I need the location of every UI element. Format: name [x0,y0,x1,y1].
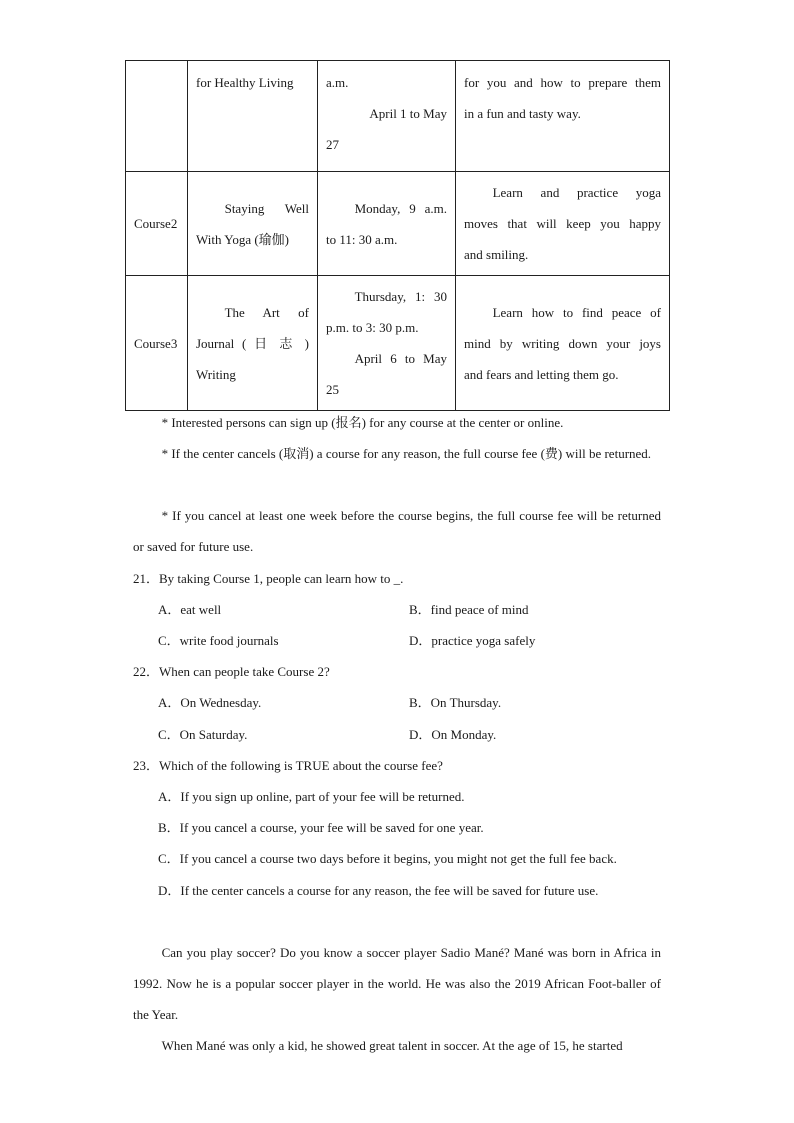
answer-option[interactable]: C．write food journals [158,633,279,648]
answer-option[interactable]: A．On Wednesday. [158,695,262,710]
answer-option[interactable]: A．If you sign up online, part of your fee will be returned. [158,789,465,804]
course-name-line: Writing [196,366,236,382]
answer-option[interactable]: B．find peace of mind [409,602,529,617]
course-desc-line: in a fun and tasty way. [464,106,581,121]
answer-option[interactable]: B．On Thursday. [409,695,502,710]
answer-option[interactable]: A．eat well [158,602,222,617]
course-desc-line: Learn how to find peace of [492,304,661,320]
question-stem: 23．Which of the following is TRUE about the course fee? [133,758,443,773]
course-time-cell [318,276,456,411]
course-cell: Course3 [126,276,188,411]
question-stem: 21．By taking Course 1, people can learn how to _. [133,571,404,586]
course-desc-cell [456,172,670,276]
passage-paragraph: When Mané was only a kid, he showed great talent in soccer. At the age of 15, he started [161,1038,623,1053]
note-paragraph: * Interested persons can sign up (报名) for any course at the center or online. [161,415,564,430]
table-row [126,172,670,276]
course-time-line: Monday, 9 a.m. [354,200,447,216]
course-time-line: April 6 to May [354,351,447,366]
course-name-cell [188,276,318,411]
course-time-line: April 1 to May [369,106,447,121]
table-row [126,276,670,411]
course-desc-cell [456,61,670,172]
course-desc-line: and fears and letting them go. [464,366,619,382]
course-cell: Course2 [126,172,188,276]
course-time-line: 25 [326,382,339,397]
course-name-cell [188,61,318,172]
course-time-cell [318,172,456,276]
course-time-line: p.m. to 3: 30 p.m. [326,320,419,335]
course-name-line: Staying Well [224,200,309,216]
course-desc-cell [456,276,670,411]
course-name-line: Journal ( 日 志 ) [196,335,309,351]
course-name-cell [188,172,318,276]
answer-option[interactable]: D．If the center cancels a course for any reason, the fee will be saved for future use. [158,883,599,898]
course-time-cell [318,61,456,172]
question-stem: 22．When can people take Course 2? [133,664,330,679]
course-time-line: Thursday, 1: 30 [354,289,447,304]
course-desc-line: and smiling. [464,247,529,262]
course-cell [126,61,188,172]
course-desc-line: Learn and practice yoga [492,185,661,200]
note-paragraph: * If you cancel at least one week before the course begins, the full course fee will be returned or saved for future use. [133,508,661,554]
course-time-line: a.m. [326,75,349,90]
passage-paragraph: Can you play soccer? Do you know a soccer player Sadio Mané? Mané was born in Africa in 1992. Now he is a popular soccer player in the world. He was also the 2019 African Foot-baller of the Year. [133,945,661,1022]
answer-option[interactable]: C．If you cancel a course two days before it begins, you might not get the full fee back. [158,851,617,866]
answer-option[interactable]: B．If you cancel a course, your fee will be saved for one year. [158,820,484,835]
course-desc-line: mind by writing down your joys [464,335,661,351]
course-name-line: for Healthy Living [196,75,294,90]
course-table [125,60,670,411]
course-name-line: The Art of [224,304,309,320]
answer-option[interactable]: D．On Monday. [409,727,497,742]
note-paragraph: * If the center cancels (取消) a course for any reason, the full course fee (费) will be returned. [161,446,652,461]
answer-option[interactable]: C．On Saturday. [158,727,248,742]
course-time-line: to 11: 30 a.m. [326,231,398,247]
course-desc-line: moves that will keep you happy [464,216,661,231]
course-name-line: With Yoga (瑜伽) [196,231,290,247]
course-desc-line: for you and how to prepare them [464,75,661,90]
course-time-line: 27 [326,137,339,152]
answer-option[interactable]: D．practice yoga safely [409,633,536,648]
table-row [126,61,670,172]
